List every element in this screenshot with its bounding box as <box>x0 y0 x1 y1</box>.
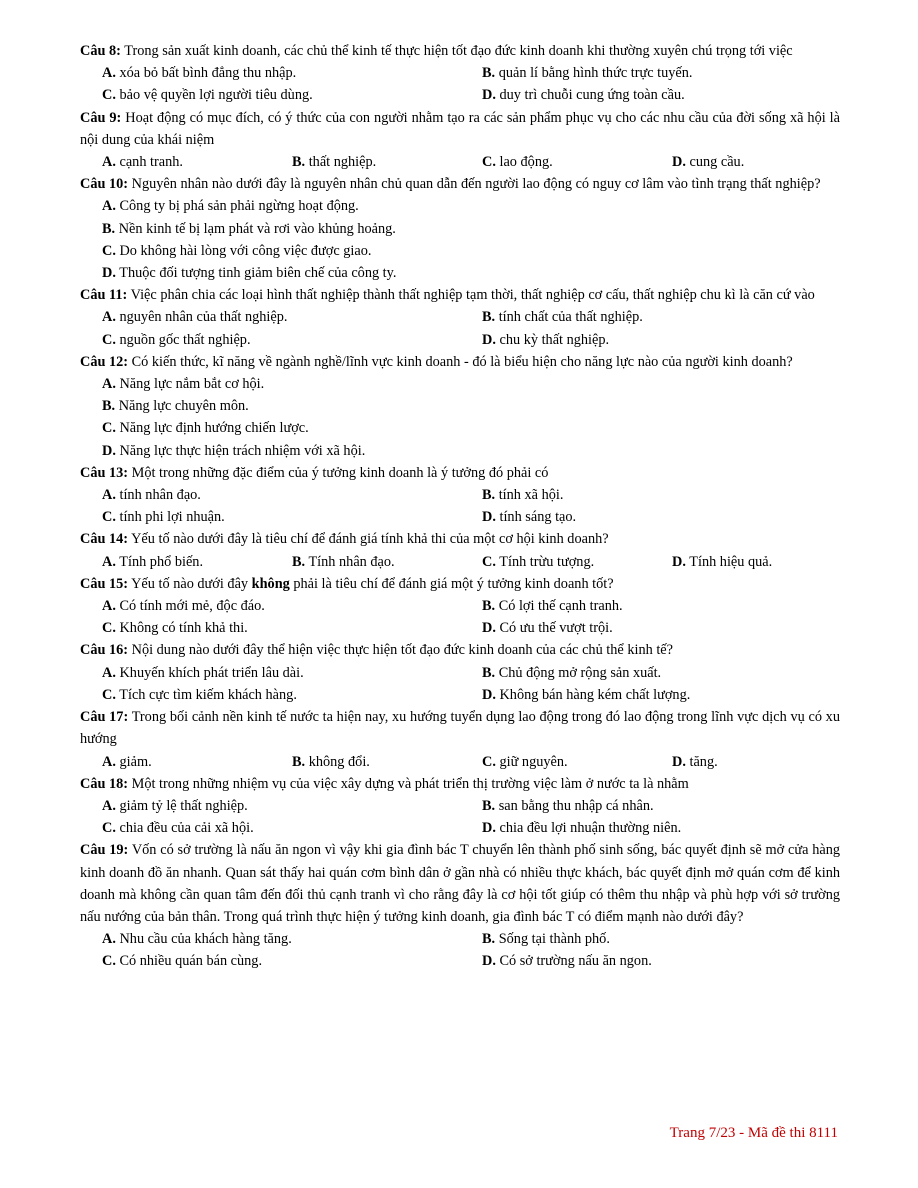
option-text: không đổi. <box>308 753 370 770</box>
option-letter: B. <box>482 598 496 615</box>
answer-options <box>80 928 840 972</box>
question-text: Nội dung nào dưới đây thể hiện việc thực hiện tốt đạo đức kinh doanh của các chủ thể kinh tế? <box>131 642 674 659</box>
question-text: Một trong những nhiệm vụ của việc xây dựng và phát triển thị trường việc làm ở nước ta là nhằm <box>131 775 689 792</box>
option-text: Có sở trường nấu ăn ngon. <box>499 953 652 970</box>
question-block <box>80 284 840 351</box>
question-text: Vốn có sở trường là nấu ăn ngon vì vậy khi gia đình bác T chuyển lên thành phố sinh sống, bác quyết định sẽ mở cửa hàng kinh doanh đồ ăn nhanh. Quan sát thấy hai quán cơm bình dân ở gần nhà có nhiều thực khách, bác quyết định mở quán cơm để kinh doanh mà không cần quan tâm đến đối thủ cạnh tranh vì cho rằng đây là cơ hội tốt giúp có thêm thu nhập và phù hợp với sở trường nấu nướng của bản thân. Trong quá trình thực hiện ý tưởng kinh doanh, gia đình bác T có điểm mạnh nào dưới đây? <box>80 842 840 925</box>
question-stem <box>80 573 840 595</box>
option-letter: B. <box>482 309 496 326</box>
option-text: xóa bỏ bất bình đẳng thu nhập. <box>119 65 297 82</box>
answer-option <box>460 751 650 773</box>
option-letter: A. <box>102 309 116 326</box>
answer-options <box>80 195 840 284</box>
option-text: Sống tại thành phố. <box>498 931 610 948</box>
option-letter: B. <box>482 65 496 82</box>
option-letter: D. <box>482 87 496 104</box>
answer-option <box>80 262 840 284</box>
question-stem <box>80 773 840 795</box>
option-letter: A. <box>102 487 116 504</box>
answer-option <box>80 417 840 439</box>
option-text: Năng lực chuyên môn. <box>118 398 249 415</box>
option-letter: A. <box>102 931 116 948</box>
option-text: Tính hiệu quả. <box>689 553 773 570</box>
answer-option <box>460 595 840 617</box>
option-letter: D. <box>672 753 686 770</box>
option-text: san bằng thu nhập cá nhân. <box>498 797 654 814</box>
answer-option <box>80 950 460 972</box>
question-block <box>80 351 840 462</box>
question-stem <box>80 528 840 550</box>
question-block <box>80 839 840 972</box>
option-letter: C. <box>102 331 116 348</box>
option-text: chu kỳ thất nghiệp. <box>499 331 610 348</box>
answer-option <box>460 817 840 839</box>
option-letter: A. <box>102 598 116 615</box>
option-text: tính chất của thất nghiệp. <box>498 309 643 326</box>
option-text: giảm tỷ lệ thất nghiệp. <box>119 797 248 814</box>
option-text: cung cầu. <box>689 154 745 171</box>
option-letter: C. <box>102 620 116 637</box>
answer-option <box>80 795 460 817</box>
option-letter: A. <box>102 376 116 393</box>
option-text: Có ưu thế vượt trội. <box>499 620 613 637</box>
answer-option <box>460 662 840 684</box>
answer-option <box>460 928 840 950</box>
option-text: chia đều lợi nhuận thường niên. <box>499 820 682 837</box>
option-letter: C. <box>102 87 116 104</box>
answer-option <box>460 795 840 817</box>
question-text: phải là tiêu chí để đánh giá một ý tưởng kinh doanh tốt? <box>289 575 614 592</box>
option-letter: B. <box>292 553 306 570</box>
option-letter: D. <box>482 331 496 348</box>
question-text: Hoạt động có mục đích, có ý thức của con người nhằm tạo ra các sản phẩm phục vụ cho các nhu cầu của đời sống xã hội là nội dung của khái niệm <box>80 109 840 148</box>
question-number: Câu 11: <box>80 287 128 304</box>
option-letter: B. <box>102 398 116 415</box>
answer-option <box>80 484 460 506</box>
answer-option <box>80 395 840 417</box>
question-stem <box>80 173 840 195</box>
question-block <box>80 773 840 840</box>
answer-option <box>80 595 460 617</box>
option-text: quản lí bằng hình thức trực tuyến. <box>498 65 693 82</box>
question-number: Câu 12: <box>80 353 129 370</box>
option-letter: B. <box>482 487 496 504</box>
option-text: Có lợi thế cạnh tranh. <box>498 598 623 615</box>
question-number: Câu 19: <box>80 842 129 859</box>
option-letter: D. <box>672 154 686 171</box>
answer-option <box>270 751 460 773</box>
answer-option <box>80 373 840 395</box>
option-letter: D. <box>482 620 496 637</box>
answer-option <box>460 151 650 173</box>
question-stem <box>80 639 840 661</box>
question-block <box>80 528 840 572</box>
answer-options <box>80 795 840 839</box>
option-text: Tính trừu tượng. <box>499 553 595 570</box>
option-letter: B. <box>482 664 496 681</box>
option-text: Nhu cầu của khách hàng tăng. <box>119 931 292 948</box>
question-block <box>80 706 840 773</box>
option-letter: B. <box>482 797 496 814</box>
answer-option <box>460 306 840 328</box>
answer-options <box>80 484 840 528</box>
answer-option <box>80 440 840 462</box>
answer-option <box>460 506 840 528</box>
answer-option <box>80 551 270 573</box>
answer-option <box>460 684 840 706</box>
question-number: Câu 9: <box>80 109 122 126</box>
question-stem <box>80 706 840 750</box>
option-text: Khuyến khích phát triển lâu dài. <box>119 664 304 681</box>
answer-options <box>80 306 840 350</box>
exam-page <box>80 40 840 973</box>
question-stem <box>80 839 840 928</box>
option-text: Không có tính khả thi. <box>119 620 248 637</box>
answer-option <box>80 306 460 328</box>
option-letter: A. <box>102 797 116 814</box>
option-text: bảo vệ quyền lợi người tiêu dùng. <box>119 87 313 104</box>
option-letter: B. <box>292 753 306 770</box>
option-letter: C. <box>102 820 116 837</box>
answer-option <box>80 218 840 240</box>
page-footer: Trang 7/23 - Mã đề thi 8111 <box>669 1125 838 1141</box>
answer-option <box>650 551 840 573</box>
answer-options <box>80 551 840 573</box>
answer-option <box>460 329 840 351</box>
option-text: Thuộc đối tượng tinh giảm biên chế của công ty. <box>119 265 397 282</box>
question-block <box>80 173 840 284</box>
option-text: tính nhân đạo. <box>119 487 201 504</box>
answer-option <box>270 551 460 573</box>
answer-option <box>80 617 460 639</box>
answer-options <box>80 373 840 462</box>
question-stem <box>80 351 840 373</box>
answer-option <box>80 62 460 84</box>
option-text: lao động. <box>499 154 553 171</box>
option-letter: A. <box>102 198 116 215</box>
answer-options <box>80 751 840 773</box>
question-text: Nguyên nhân nào dưới đây là nguyên nhân chủ quan dẫn đến người lao động có nguy cơ lâm vào tình trạng thất nghiệp? <box>131 176 821 193</box>
option-letter: C. <box>102 686 116 703</box>
option-letter: D. <box>672 553 686 570</box>
question-number: Câu 8: <box>80 43 121 59</box>
option-letter: D. <box>102 265 116 282</box>
answer-option <box>460 484 840 506</box>
option-text: tăng. <box>689 753 718 770</box>
option-text: Tính nhân đạo. <box>308 553 395 570</box>
question-block <box>80 107 840 174</box>
option-letter: A. <box>102 753 116 770</box>
answer-option <box>80 684 460 706</box>
answer-option <box>80 662 460 684</box>
option-text: Không bán hàng kém chất lượng. <box>499 686 691 703</box>
question-text: Một trong những đặc điểm của ý tưởng kinh doanh là ý tưởng đó phải có <box>131 464 549 481</box>
option-letter: C. <box>102 242 116 259</box>
option-text: Chủ động mở rộng sản xuất. <box>498 664 662 681</box>
question-number: Câu 13: <box>80 464 129 481</box>
option-letter: C. <box>482 753 496 770</box>
option-text: Tính phổ biến. <box>119 553 204 570</box>
option-text: cạnh tranh. <box>119 154 183 171</box>
option-letter: D. <box>482 509 496 526</box>
option-text: Năng lực định hướng chiến lược. <box>119 420 309 437</box>
option-letter: A. <box>102 154 116 171</box>
answer-option <box>270 151 460 173</box>
answer-option <box>80 817 460 839</box>
answer-option <box>80 329 460 351</box>
question-text: Trong bối cảnh nền kinh tế nước ta hiện nay, xu hướng tuyển dụng lao động trong đó lao động trong lĩnh vực dịch vụ có xu hướng <box>80 709 840 748</box>
question-number: Câu 10: <box>80 176 129 193</box>
option-text: chia đều của cải xã hội. <box>119 820 254 837</box>
option-letter: D. <box>482 686 496 703</box>
answer-option <box>80 928 460 950</box>
answer-option <box>460 84 840 106</box>
option-text: tính xã hội. <box>498 487 564 504</box>
question-emphasis: không <box>251 575 290 592</box>
question-number: Câu 16: <box>80 642 129 659</box>
option-letter: C. <box>482 553 496 570</box>
option-letter: C. <box>482 154 496 171</box>
option-letter: B. <box>102 220 116 237</box>
question-stem <box>80 40 840 62</box>
option-text: Do không hài lòng với công việc được giao. <box>119 242 372 259</box>
option-letter: D. <box>102 442 116 459</box>
answer-option <box>460 551 650 573</box>
answer-option <box>80 751 270 773</box>
option-text: Tích cực tìm kiếm khách hàng. <box>119 686 297 703</box>
option-text: tính phi lợi nhuận. <box>119 509 225 526</box>
answer-options <box>80 151 840 173</box>
option-text: tính sáng tạo. <box>499 509 577 526</box>
question-text: Yếu tố nào dưới đây là tiêu chí để đánh giá tính khả thi của một cơ hội kinh doanh? <box>131 531 609 548</box>
question-text: Việc phân chia các loại hình thất nghiệp thành thất nghiệp tạm thời, thất nghiệp cơ cấu, thất nghiệp chu kì là căn cứ vào <box>130 287 815 304</box>
answer-option <box>650 151 840 173</box>
question-text: Có kiến thức, kĩ năng về ngành nghề/lĩnh vực kinh doanh - đó là biểu hiện cho năng lực nào của người kinh doanh? <box>131 353 793 370</box>
option-text: nguyên nhân của thất nghiệp. <box>119 309 288 326</box>
question-number: Câu 18: <box>80 775 129 792</box>
answer-option <box>460 617 840 639</box>
option-text: Năng lực nắm bắt cơ hội. <box>119 376 265 393</box>
option-letter: A. <box>102 65 116 82</box>
question-stem <box>80 107 840 151</box>
question-number: Câu 15: <box>80 575 129 592</box>
question-block <box>80 40 840 107</box>
question-stem <box>80 462 840 484</box>
option-letter: D. <box>482 953 496 970</box>
question-stem <box>80 284 840 306</box>
option-text: giữ nguyên. <box>499 753 568 770</box>
option-text: Công ty bị phá sản phải ngừng hoạt động. <box>119 198 359 215</box>
question-block <box>80 462 840 529</box>
option-letter: B. <box>292 154 306 171</box>
answer-options <box>80 595 840 639</box>
answer-options <box>80 62 840 106</box>
option-text: duy trì chuỗi cung ứng toàn cầu. <box>499 87 685 104</box>
question-block <box>80 639 840 706</box>
option-letter: C. <box>102 420 116 437</box>
question-number: Câu 17: <box>80 709 129 726</box>
answer-option <box>80 240 840 262</box>
answer-option <box>460 62 840 84</box>
answer-option <box>460 950 840 972</box>
answer-options <box>80 662 840 706</box>
answer-option <box>80 195 840 217</box>
answer-option <box>650 751 840 773</box>
option-text: giảm. <box>119 753 152 770</box>
answer-option <box>80 151 270 173</box>
option-letter: D. <box>482 820 496 837</box>
option-text: thất nghiệp. <box>308 154 377 171</box>
question-block <box>80 573 840 640</box>
answer-option <box>80 506 460 528</box>
option-text: Năng lực thực hiện trách nhiệm với xã hội. <box>119 442 366 459</box>
option-letter: A. <box>102 664 116 681</box>
option-letter: B. <box>482 931 496 948</box>
question-number: Câu 14: <box>80 531 129 548</box>
question-text: Trong sản xuất kinh doanh, các chủ thể kinh tế thực hiện tốt đạo đức kinh doanh khi thường xuyên chú trọng tới việc <box>124 43 793 59</box>
option-text: nguồn gốc thất nghiệp. <box>119 331 251 348</box>
option-text: Có tính mới mẻ, độc đáo. <box>119 598 265 615</box>
question-text: Yếu tố nào dưới đây <box>131 575 252 592</box>
option-letter: A. <box>102 553 116 570</box>
option-letter: C. <box>102 509 116 526</box>
answer-option <box>80 84 460 106</box>
option-text: Nền kinh tế bị lạm phát và rơi vào khủng hoảng. <box>118 220 396 237</box>
option-text: Có nhiều quán bán cùng. <box>119 953 263 970</box>
option-letter: C. <box>102 953 116 970</box>
